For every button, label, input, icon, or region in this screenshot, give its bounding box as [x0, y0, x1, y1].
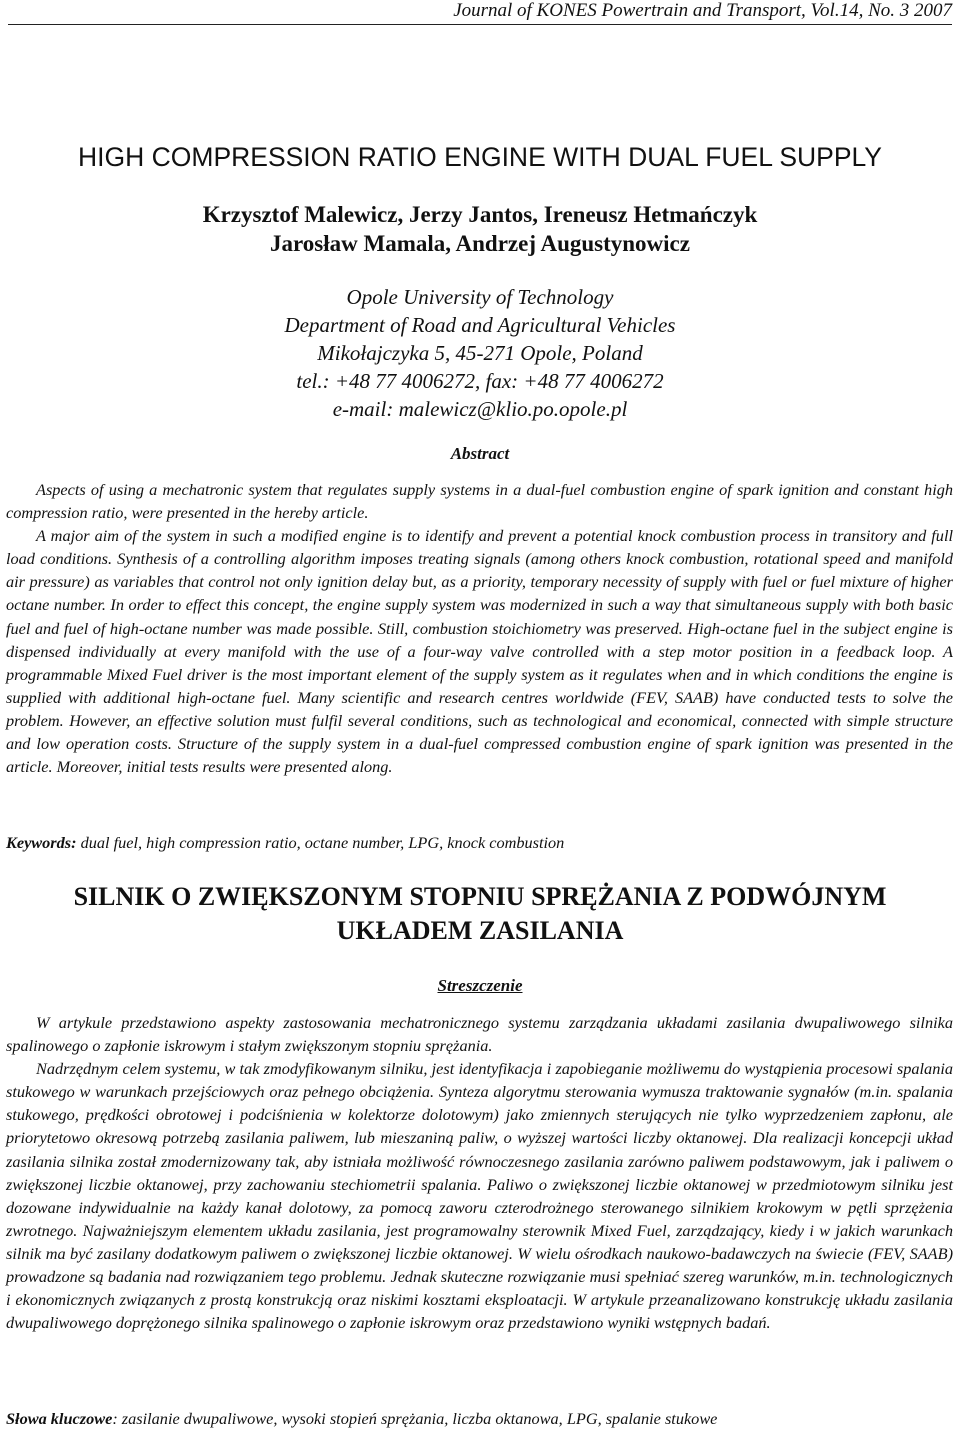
- polish-title-line: UKŁADEM ZASILANIA: [336, 916, 624, 945]
- keywords-polish: [6, 1408, 954, 1430]
- abstract-paragraph: Aspects of using a mechatronic system that regulates supply systems in a dual-fuel combustion engine of spark ignition and constant high compression ratio, were presented in the hereby article.: [6, 480, 953, 523]
- streszczenie-heading: Streszczenie: [437, 976, 523, 995]
- affiliation-email: e-mail: malewicz@klio.po.opole.pl: [332, 397, 628, 421]
- polish-title-line: SILNIK O ZWIĘKSZONYM STOPNIU SPRĘŻANIA Z PODWÓJNYM: [73, 882, 887, 911]
- affiliation-phone: tel.: +48 77 4006272, fax: +48 77 4006272: [296, 369, 664, 393]
- keywords: [6, 832, 954, 854]
- author-line: Jarosław Mamala, Andrzej Augustynowicz: [270, 231, 690, 256]
- affiliation-university: Opole University of Technology: [346, 285, 614, 309]
- polish-title: [0, 880, 960, 948]
- abstract-body: [6, 478, 953, 778]
- author-list: [0, 200, 960, 258]
- paper-title: HIGH COMPRESSION RATIO ENGINE WITH DUAL FUEL SUPPLY: [78, 142, 882, 172]
- keywords-label: Keywords:: [6, 833, 77, 852]
- affiliation-department: Department of Road and Agricultural Vehicles: [284, 313, 676, 337]
- running-header: Journal of KONES Powertrain and Transport, Vol.14, No. 3 2007: [453, 0, 952, 21]
- abstract-paragraph: A major aim of the system in such a modified engine is to identify and prevent a potential knock combustion process in transitory and full load conditions. Synthesis of a controlling algorithm imposes treating signals (among others knock combustion, rotational speed and manifold air pressure) as variables that control not only ignition delay but, as a priority, temporary necessity of supply with fuel or fuel mixture of higher octane number. In order to effect this concept, the engine supply system was modernized in such a way that simultaneous supply with both basic fuel and fuel of high-octane number was made possible. Still, combustion stoichiometry was preserved. High-octane fuel in the subject engine is dispensed individually at every manifold with the use of a four-way valve controlled with a step motor position in a feedback loop. A programmable Mixed Fuel driver is the most important element of the supply system as it regulates when and in which conditions the engine is supplied with additional high-octane fuel. Many scientific and research centres worldwide (FEV, SAAB) have conducted tests to solve the problem. However, an effective solution must fulfil several conditions, such as technological and economical, connected with simple structure and low operation costs. Structure of the supply system in a dual-fuel compressed combustion engine of spark ignition was presented in the article. Moreover, initial tests results were presented along.: [6, 526, 953, 777]
- affiliation: [0, 283, 960, 423]
- keywords-polish-label: Słowa kluczowe: [6, 1409, 113, 1428]
- streszczenie-paragraph: Nadrzędnym celem systemu, w tak zmodyfikowanym silniku, jest identyfikacja i zapobieganie możliwemu do wystąpienia procesowi spalania stukowego w warunkach przejściowych oraz pełnego obciążenia. Synteza algorytmu sterowania wymusza traktowanie sygnałów (m.in. spalania stukowego, prędkości obrotowej i podciśnienia w kolektorze dolotowym) jako zmiennych sterujących nie tylko wyprzedzeniem zapłonu, ale priorytetowo okresową potrzebą zasilania paliwem, lub mieszaniną paliw, o wyższej wartości liczby oktanowej. Dla realizacji koncepcji układ zasilania silnika został zmodernizowany tak, aby istniała możliwość równoczesnego zasilania zarówno paliwem podstawowym, jak i paliwem o zwiększonej liczbie oktanowej, przy zachowaniu stechiometrii spalania. Paliwo o zwiększonej liczbie oktanowej w przedmiotowym silniku jest dozowane indywidualnie na każdy kanał dolotowy, za pomocą zaworu czterodrożnego sterowanego silnikiem krokowym w pętli sprzężenia zwrotnego. Najważniejszym elementem układu zasilania, jest programowalny sterownik Mixed Fuel, zarządzający, kiedy i w jakich warunkach silnik ma być zasilany dodatkowym paliwem o zwiększonej liczbie oktanowej. W wielu ośrodkach naukowo-badawczych na świecie (FEV, SAAB) prowadzone są badania nad rozwiązaniem tego problemu. Jednak skuteczne rozwiązanie musi spełniać szereg warunków, m.in. technologicznych i ekonomicznych związanych z prostą konstrukcją oraz niskimi kosztami eksploatacji. W artykule przeanalizowano konstrukcję układu zasilania dwupaliwowego doprężonego silnika spalinowego o zapłonie iskrowym oraz przedstawiono wyniki wstępnych badań.: [6, 1059, 953, 1333]
- keywords-polish-value: : zasilanie dwupaliwowe, wysoki stopień sprężania, liczba oktanowa, LPG, spalanie stukowe: [112, 1409, 718, 1428]
- streszczenie-paragraph: W artykule przedstawiono aspekty zastosowania mechatronicznego systemu zarządzania układami zasilania dwupaliwowego silnika spalinowego o zapłonie iskrowym i stałym zwiększonym stopniu sprężania.: [6, 1013, 953, 1056]
- abstract-heading: Abstract: [450, 444, 510, 463]
- author-line: Krzysztof Malewicz, Jerzy Jantos, Ireneusz Hetmańczyk: [202, 202, 758, 227]
- streszczenie-body: [6, 1011, 953, 1334]
- affiliation-address: Mikołajczyka 5, 45-271 Opole, Poland: [317, 341, 643, 365]
- keywords-value: dual fuel, high compression ratio, octane number, LPG, knock combustion: [76, 833, 565, 852]
- header-rule: [8, 24, 952, 25]
